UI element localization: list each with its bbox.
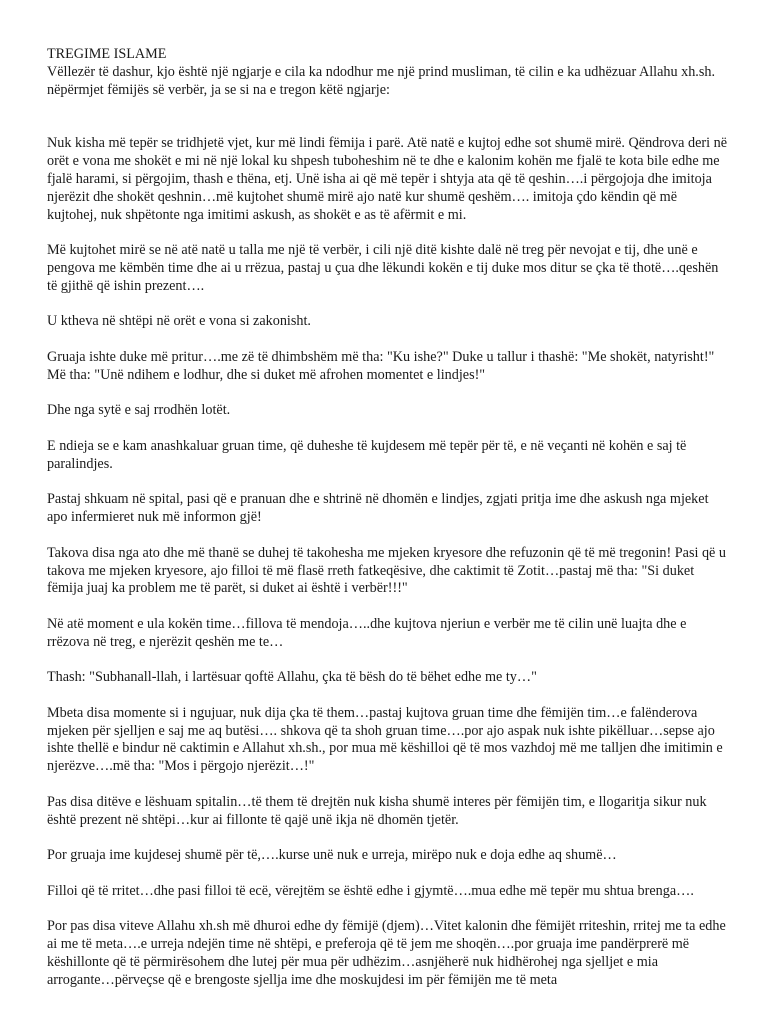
paragraph-6: E ndieja se e kam anashkaluar gruan time, që duheshe të kujdesem më tepër për të, e në veçanti në kohën e saj të paralindjes. (47, 437, 687, 472)
paragraph-1: Nuk kisha më tepër se tridhjetë vjet, kur më lindi fëmija i parë. Atë natë e kujtoj edhe sot shumë mirë. Qëndrova deri në orët e vona me shokët e mi në një lokal ku shpesh tuboheshim në te dhe e kalonim kohën me fjalë te kota bile edhe me fjalë harami, si përgojim, thash e thëna, etj. Unë isha ai që më tepër i shtyja ata që të qeshin….i përgojoja dhe imitoja njerëzit dhe shokët qeshnin…më kujtohet shumë mirë ajo natë kur shumë qeshëm…. imitoja çdo këndin që më kujtohej, nuk shpëtonte nga imitimi askush, as shokët e as të afërmit e mi. (47, 135, 728, 223)
document-title: TREGIME ISLAME (47, 46, 167, 62)
paragraph-12: Pas disa ditëve e lëshuam spitalin…të them të drejtën nuk kisha shumë interes për fëmijën tim, e llogaritja sikur nuk është prezent në shtëpi…kur ai fillonte të qajë unë ikja në dhomën tjetër. (47, 793, 707, 828)
paragraph-8: Takova disa nga ato dhe më thanë se duhej të takohesha me mjeken kryesore dhe refuzonin që të më tregonin! Pasi që u takova me mjeken kryesore, ajo filloi të më flasë rreth fatkeqësive, dhe caktimit të Zotit…pastaj më tha: "Si duket fëmija juaj ka problem me të parët, si duket ai është i verbër!!!" (47, 544, 726, 597)
paragraph-7: Pastaj shkuam në spital, pasi që e pranuan dhe e shtrinë në dhomën e lindjes, zgjati pritja ime dhe askush nga mjeket apo infermieret nuk më informon gjë! (47, 491, 709, 526)
paragraph-2: Më kujtohet mirë se në atë natë u talla me një të verbër, i cili një ditë kishte dalë në treg për nevojat e tij, dhe unë e pengova me këmbën time dhe ai u rrëzua, pastaj u çua dhe lëkundi kokën e tij duke mos ditur se çka të thotë….qeshën të gjithë që ishin prezent…. (47, 242, 719, 294)
paragraph-9: Në atë moment e ula kokën time…fillova të mendoja…..dhe kujtova njeriun e verbër me të cilin unë luajta dhe e rrëzova në treg, e njerëzit qeshën me te… (47, 615, 687, 650)
paragraph-11: Mbeta disa momente si i ngujuar, nuk dija çka të them…pastaj kujtova gruan time dhe fëmijën tim…e falënderova mjeken për sjelljen e saj me aq butësi…. shkova që ta shoh gruan time….por ajo aspak nuk ishte pikëlluar…sepse ajo ishte thellë e bindur në caktimin e Allahut xh.sh., por mua më këshilloi që të mos vazhdoj më me talljen dhe imitimin e njerëzve….më tha: "Mos i përgojo njerëzit…!" (47, 704, 723, 775)
intro-paragraph: Vëllezër të dashur, kjo është një ngjarje e cila ka ndodhur me një prind musliman, të cilin e ka udhëzuar Allahu xh.sh. nëpërmjet fëmijës së verbër, ja se si na e tregon këtë ngjarje: (47, 63, 716, 98)
paragraph-5: Dhe nga sytë e saj rrodhën lotët. (47, 402, 231, 419)
paragraph-4: Gruaja ishte duke më pritur….me zë të dhimbshëm më tha: "Ku ishe?" Duke u tallur i thashë: "Me shokët, natyrisht!" Më tha: "Unë ndihem e lodhur, dhe si duket më afrohen momentet e lindjes!" (47, 348, 715, 383)
paragraph-13: Por gruaja ime kujdesej shumë për të,….kurse unë nuk e urreja, mirëpo nuk e doja edhe aq shumë… (47, 847, 617, 864)
paragraph-3: U ktheva në shtëpi në orët e vona si zakonisht. (47, 313, 311, 330)
paragraph-10: Thash: "Subhanall-llah, i lartësuar qoftë Allahu, çka të bësh do të bëhet edhe me ty…" (47, 669, 537, 686)
paragraph-14: Filloi që të rritet…dhe pasi filloi të ecë, vërejtëm se është edhe i gjymtë….mua edhe më tepër mu shtua brenga…. (47, 882, 694, 899)
document-body (47, 46, 727, 1007)
paragraph-15: Por pas disa viteve Allahu xh.sh më dhuroi edhe dy fëmijë (djem)…Vitet kalonin dhe fëmijët rriteshin, rritej me ta edhe ai me të meta….e urreja ndejën time në shtëpi, e preferoja që të jem me shoqën….por gruaja ime pandërprerë më këshillonte që të përmirësohem dhe lutej për mua për udhëzim…asnjëherë nuk hidhërohej nga sjelljet e mia arrogante…përveçse që e brengoste sjellja ime dhe moskujdesi im për fëmijën me të meta (47, 918, 726, 988)
